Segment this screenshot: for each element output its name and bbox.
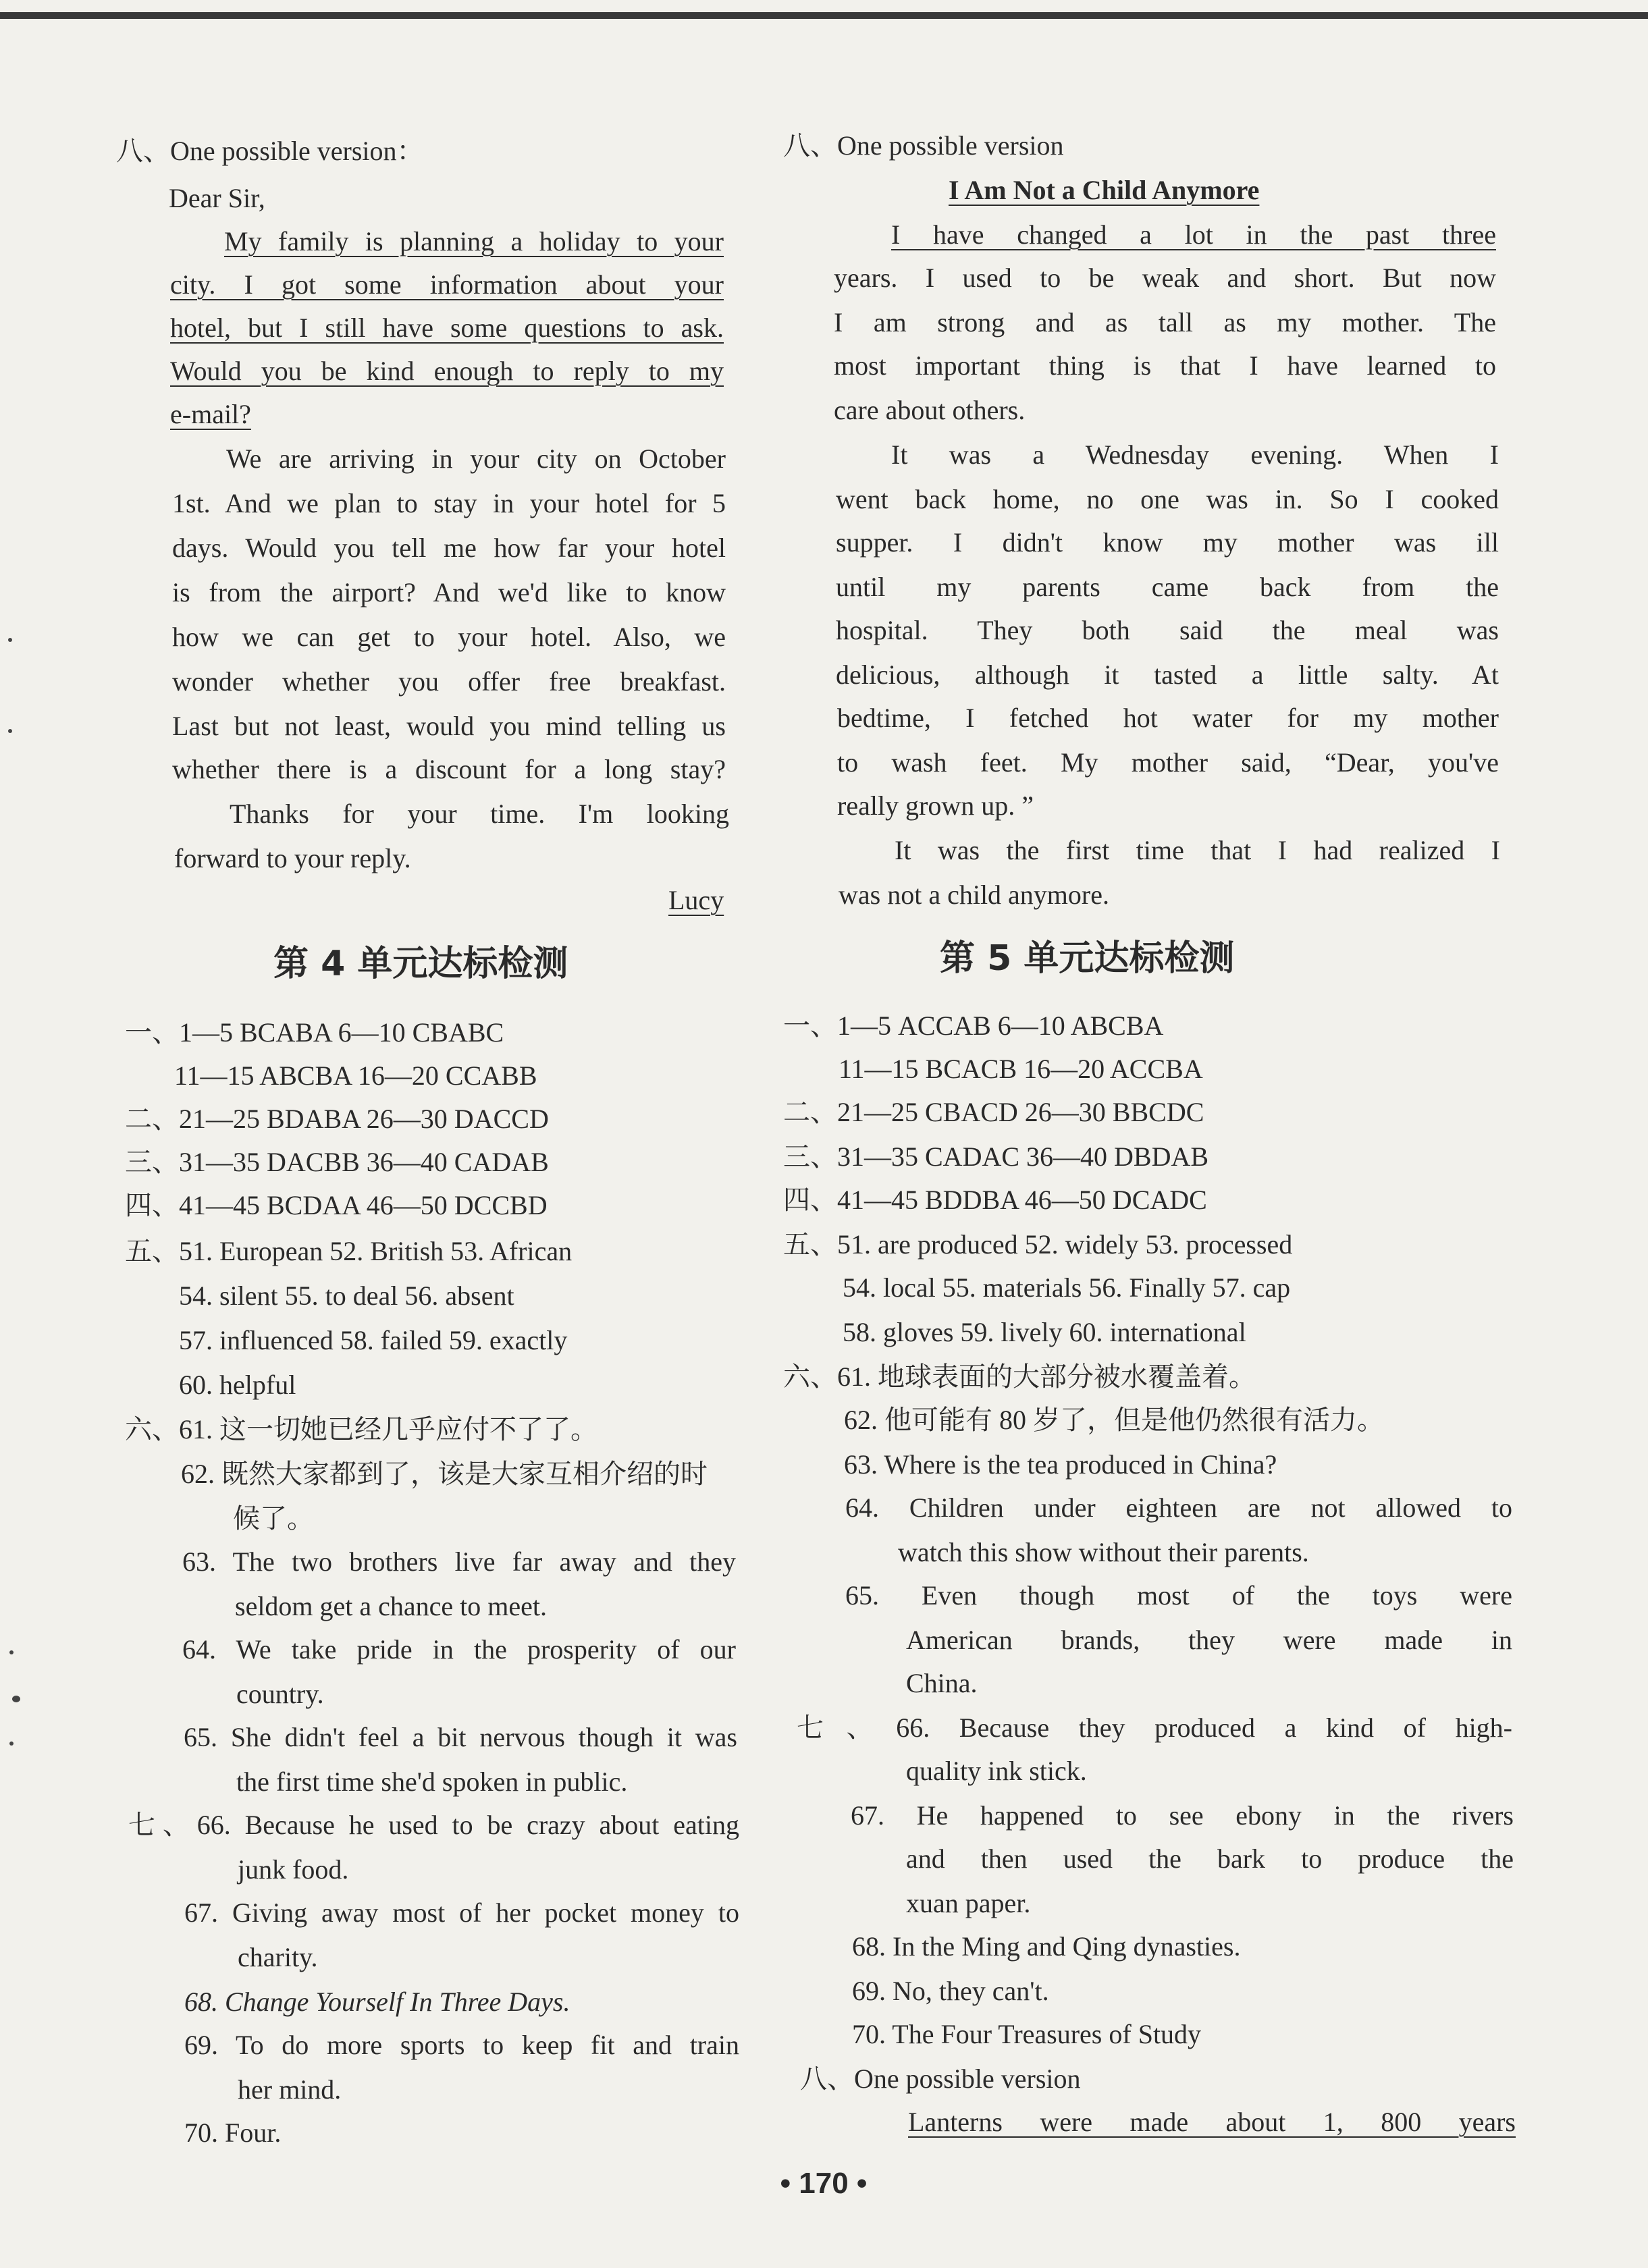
answer-line: 67. He happened to see ebony in the rivers bbox=[851, 1800, 1514, 1831]
essay-line: until my parents came back from the bbox=[836, 572, 1499, 602]
answer-line: country. bbox=[236, 1679, 324, 1709]
answer-line: 11—15 BCACB 16—20 ACCBA bbox=[839, 1054, 1203, 1084]
essay-line: 1st. And we plan to stay in your hotel for 5 bbox=[172, 488, 726, 518]
essay-heading: 八、One possible version： bbox=[116, 136, 424, 166]
answer-line: her mind. bbox=[238, 2074, 342, 2105]
essay-line: I am strong and as tall as my mother. The bbox=[834, 307, 1496, 338]
essay-line: wonder whether you offer free breakfast. bbox=[172, 666, 726, 697]
answer-line: 70. The Four Treasures of Study bbox=[852, 2019, 1202, 2049]
answer-line: 七、66. Because he used to be crazy about eating bbox=[128, 1810, 739, 1840]
essay-line: It was the first time that I had realized I bbox=[895, 835, 1500, 865]
answer-line: and then used the bark to produce the bbox=[906, 1843, 1514, 1874]
answer-line: 57. influenced 58. failed 59. exactly bbox=[179, 1325, 568, 1355]
essay-line: forward to your reply. bbox=[174, 843, 411, 873]
answer-line: 四、41—45 BCDAA 46—50 DCCBD bbox=[125, 1190, 548, 1220]
answer-line: 四、41—45 BDDBA 46—50 DCADC bbox=[783, 1185, 1207, 1215]
answer-line: 三、31—35 CADAC 36—40 DBDAB bbox=[783, 1141, 1209, 1172]
answer-line: junk food. bbox=[238, 1854, 349, 1885]
answer-line: 一、1—5 ACCAB 6—10 ABCBA bbox=[783, 1010, 1164, 1041]
essay-line: days. Would you tell me how far your hotel bbox=[172, 533, 726, 563]
essay-line: I have changed a lot in the past three bbox=[891, 219, 1496, 250]
answer-line: 54. silent 55. to deal 56. absent bbox=[179, 1280, 514, 1311]
answer-line: 69. No, they can't. bbox=[852, 1976, 1049, 2006]
essay-line: whether there is a discount for a long stay? bbox=[172, 754, 726, 784]
answer-line: 八、One possible version bbox=[800, 2063, 1081, 2094]
answer-line: 五、51. are produced 52. widely 53. processed bbox=[783, 1229, 1293, 1260]
essay-line: how we can get to your hotel. Also, we bbox=[172, 622, 726, 652]
answer-line: 54. local 55. materials 56. Finally 57. cap bbox=[843, 1272, 1291, 1303]
answer-line: 58. gloves 59. lively 60. international bbox=[843, 1317, 1246, 1347]
answer-line: seldom get a chance to meet. bbox=[235, 1591, 548, 1621]
scan-speck bbox=[8, 729, 12, 733]
answer-line: 一、1—5 BCABA 6—10 CBABC bbox=[125, 1017, 504, 1048]
answer-line: 70. Four. bbox=[184, 2117, 282, 2148]
answer-line: 六、61. 地球表面的大部分被水覆盖着。 bbox=[783, 1361, 1256, 1392]
answer-line: 64. Children under eighteen are not allowed to bbox=[845, 1492, 1512, 1523]
essay-line: Thanks for your time. I'm looking bbox=[230, 799, 729, 829]
unit5-title: 第 5 单元达标检测 bbox=[940, 938, 1235, 979]
essay-line: care about others. bbox=[834, 395, 1026, 425]
answer-line: 三、31—35 DACBB 36—40 CADAB bbox=[125, 1147, 549, 1177]
answer-line: 63. Where is the tea produced in China? bbox=[844, 1449, 1277, 1480]
essay-line: supper. I didn't know my mother was ill bbox=[836, 527, 1499, 558]
essay-line: to wash feet. My mother said, “Dear, you've bbox=[837, 747, 1499, 778]
essay-line: hospital. They both said the meal was bbox=[836, 615, 1499, 645]
essay-line: e-mail? bbox=[170, 399, 251, 429]
answer-line: 65. Even though most of the toys were bbox=[845, 1580, 1512, 1611]
answer-line: the first time she'd spoken in public. bbox=[236, 1766, 628, 1797]
page-number: • 170 • bbox=[780, 2167, 868, 2200]
essay-line: Last but not least, would you mind telling us bbox=[172, 711, 726, 741]
answer-line: 六、61. 这一切她已经几乎应付不了了。 bbox=[125, 1414, 597, 1444]
answer-line: 62. 他可能有 80 岁了，但是他仍然很有活力。 bbox=[844, 1405, 1384, 1435]
essay-line: went back home, no one was in. So I cooked bbox=[836, 484, 1499, 514]
essay-heading: 八、One possible version bbox=[783, 130, 1064, 161]
essay-line: My family is planning a holiday to your bbox=[224, 226, 724, 256]
essay-title: I Am Not a Child Anymore bbox=[949, 175, 1260, 205]
essay-line: Would you be kind enough to reply to my bbox=[170, 356, 724, 386]
answer-line: 64. We take pride in the prosperity of our bbox=[182, 1634, 736, 1665]
top-rule bbox=[0, 12, 1648, 19]
answer-line: 62. 既然大家都到了，该是大家互相介绍的时 bbox=[181, 1459, 708, 1489]
essay-line: It was a Wednesday evening. When I bbox=[891, 439, 1499, 470]
answer-line: 68. In the Ming and Qing dynasties. bbox=[852, 1931, 1241, 1962]
answer-line: 68. Change Yourself In Three Days. bbox=[184, 1987, 570, 2017]
answer-line: charity. bbox=[238, 1942, 318, 1972]
essay-line: We are arriving in your city on October bbox=[226, 443, 726, 474]
scan-speck bbox=[12, 1696, 20, 1702]
essay-line: delicious, although it tasted a little salty. At bbox=[836, 659, 1499, 690]
unit4-title: 第 4 单元达标检测 bbox=[273, 944, 568, 984]
answer-line: 63. The two brothers live far away and they bbox=[182, 1546, 736, 1577]
answer-line: 二、21—25 BDABA 26—30 DACCD bbox=[125, 1104, 549, 1134]
answer-line: 60. helpful bbox=[179, 1370, 296, 1400]
answer-line: xuan paper. bbox=[906, 1888, 1031, 1918]
answer-line: 二、21—25 CBACD 26—30 BBCDC bbox=[783, 1097, 1204, 1127]
essay-line: most important thing is that I have learned to bbox=[834, 350, 1496, 381]
answer-line: American brands, they were made in bbox=[906, 1625, 1512, 1655]
answer-line: watch this show without their parents. bbox=[898, 1537, 1309, 1567]
essay-line: years. I used to be weak and short. But now bbox=[834, 263, 1496, 293]
answer-line: 五、51. European 52. British 53. African bbox=[125, 1236, 573, 1266]
essay-line: city. I got some information about your bbox=[170, 269, 724, 300]
signature: Lucy bbox=[668, 885, 724, 915]
essay-line: bedtime, I fetched hot water for my mother bbox=[837, 703, 1499, 733]
scan-speck bbox=[9, 1650, 14, 1654]
answer-line: 69. To do more sports to keep fit and train bbox=[184, 2030, 739, 2060]
answer-line: 67. Giving away most of her pocket money to bbox=[184, 1897, 739, 1928]
answer-line: 65. She didn't feel a bit nervous though it was bbox=[184, 1722, 737, 1752]
essay-line: was not a child anymore. bbox=[839, 880, 1109, 910]
answer-line: 候了。 bbox=[233, 1503, 314, 1534]
answer-line: 11—15 ABCBA 16—20 CCABB bbox=[174, 1060, 537, 1091]
essay-line: really grown up. ” bbox=[837, 790, 1034, 821]
scan-speck bbox=[9, 1742, 14, 1746]
essay-line: hotel, but I still have some questions to ask. bbox=[170, 313, 724, 343]
answer-line: quality ink stick. bbox=[906, 1756, 1087, 1786]
answer-line: China. bbox=[906, 1668, 978, 1698]
greeting: Dear Sir, bbox=[169, 183, 265, 213]
scan-speck bbox=[8, 638, 12, 642]
essay-line: is from the airport? And we'd like to know bbox=[172, 577, 726, 608]
answer-line: 七、66. Because they produced a kind of high- bbox=[797, 1712, 1512, 1743]
answer-line: Lanterns were made about 1, 800 years bbox=[908, 2107, 1516, 2137]
